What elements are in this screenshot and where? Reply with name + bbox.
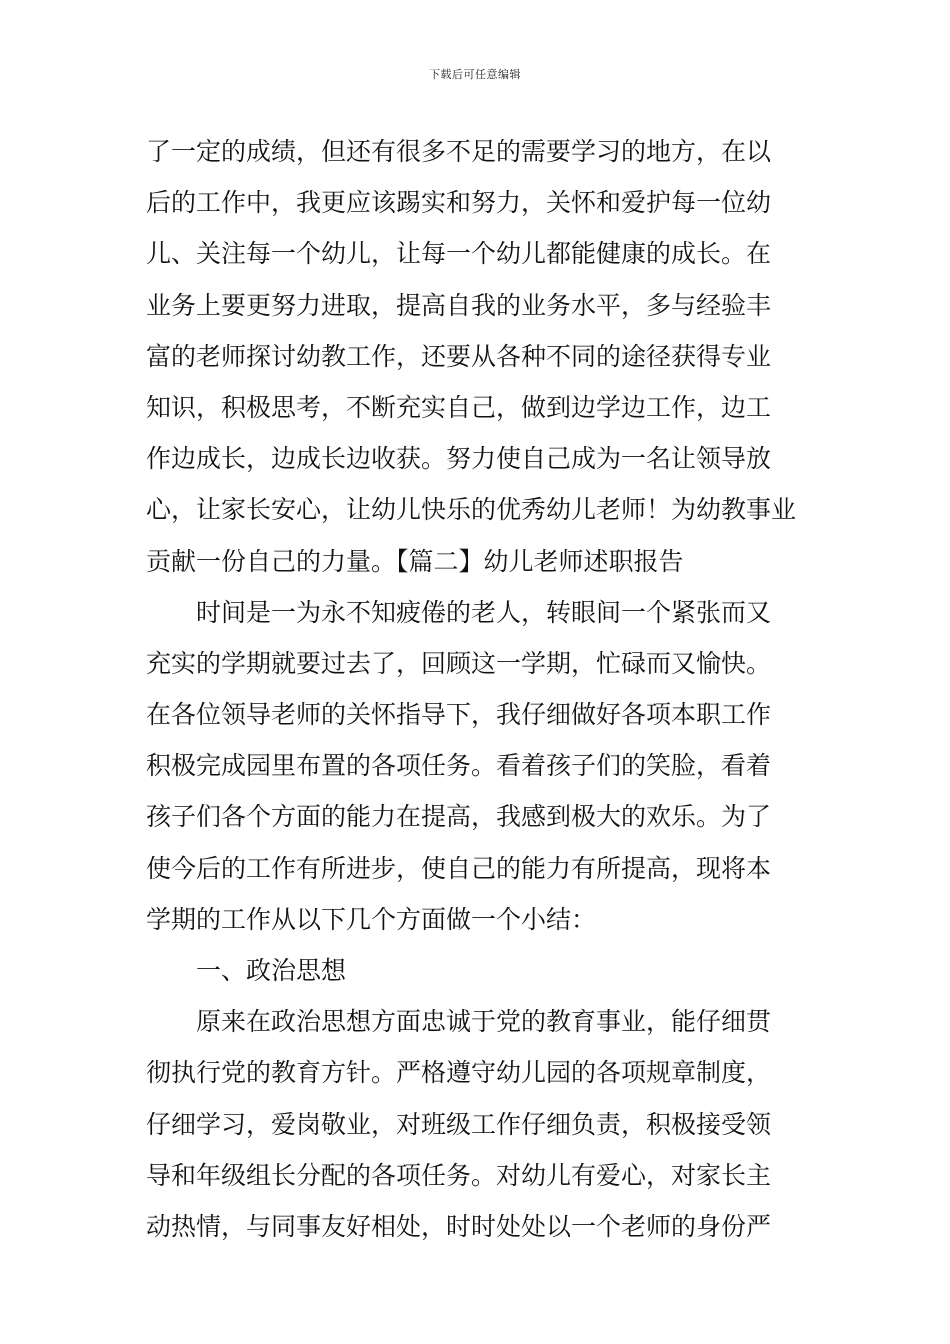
- text-line: 富的老师探讨幼教工作，还要从各种不同的途径获得专业: [146, 341, 772, 371]
- text-line: 孩子们各个方面的能力在提高，我感到极大的欢乐。为了: [146, 802, 772, 832]
- text-line: 儿、关注每一个幼儿，让每一个幼儿都能健康的成长。在: [146, 239, 772, 269]
- text-line: 积极完成园里布置的各项任务。看着孩子们的笑脸，看着: [146, 751, 772, 781]
- page-header: 下载后可任意编辑: [429, 68, 521, 81]
- text-line: 后的工作中，我更应该踢实和努力，关怀和爱护每一位幼: [146, 188, 772, 218]
- text-line: 在各位领导老师的关怀指导下，我仔细做好各项本职工作: [146, 700, 772, 730]
- text-line: 学期的工作从以下几个方面做一个小结：: [146, 904, 597, 934]
- text-line: 使今后的工作有所进步，使自己的能力有所提高，现将本: [146, 853, 772, 883]
- text-line: 贡献一份自己的力量。【篇二】幼儿老师述职报告: [146, 546, 684, 576]
- text-line: 动热情，与同事友好相处，时时处处以一个老师的身份严: [146, 1211, 772, 1241]
- text-line: 心，让家长安心，让幼儿快乐的优秀幼儿老师！为幼教事业: [146, 495, 797, 525]
- text-line: 知识，积极思考，不断充实自己，做到边学边工作，边工: [146, 392, 772, 422]
- paragraph-first-line: 时间是一为永不知疲倦的老人，转眼间一个紧张而又: [196, 597, 772, 627]
- text-line: 业务上要更努力进取，提高自我的业务水平，多与经验丰: [146, 290, 772, 320]
- paragraph-first-line: 原来在政治思想方面忠诚于党的教育事业，能仔细贯: [196, 1007, 772, 1037]
- text-line: 仔细学习，爱岗敬业，对班级工作仔细负责，积极接受领: [146, 1109, 772, 1139]
- text-line: 彻执行党的教育方针。严格遵守幼儿园的各项规章制度，: [146, 1058, 772, 1088]
- text-line: 导和年级组长分配的各项任务。对幼儿有爱心，对家长主: [146, 1160, 772, 1190]
- text-line: 作边成长，边成长边收获。努力使自己成为一名让领导放: [146, 444, 772, 474]
- text-line: 了一定的成绩，但还有很多不足的需要学习的地方，在以: [146, 137, 772, 166]
- section-heading: 一、政治思想: [196, 956, 347, 985]
- text-line: 充实的学期就要过去了，回顾这一学期，忙碌而又愉快。: [146, 648, 772, 678]
- document-body: [146, 126, 814, 1252]
